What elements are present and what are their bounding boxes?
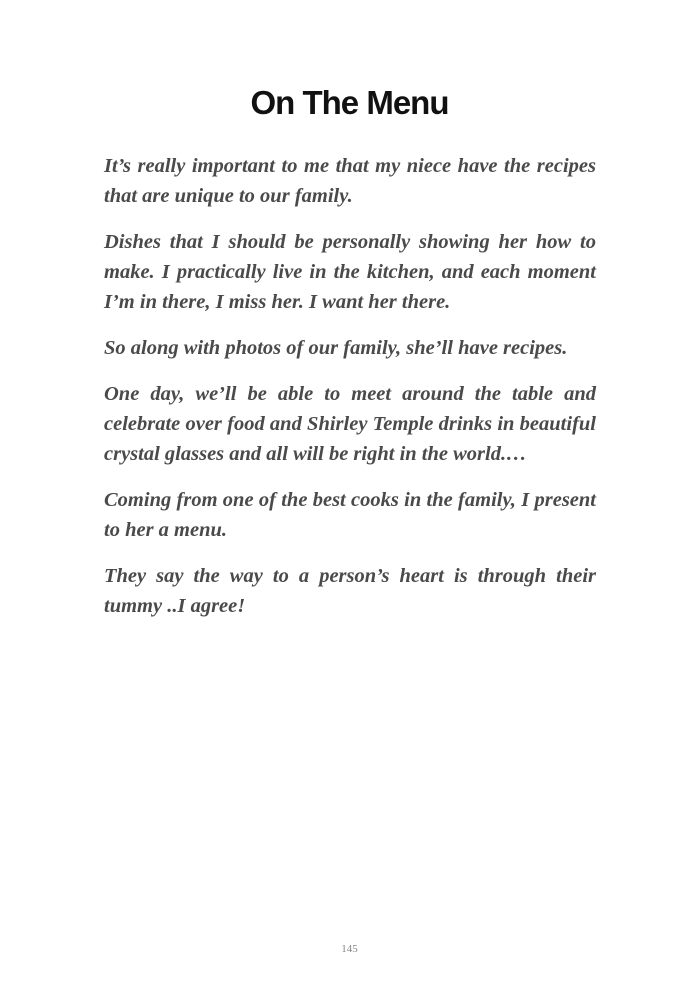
page-number: 145 <box>341 943 358 955</box>
body-text <box>104 151 596 637</box>
paragraph: Dishes that I should be personally showing her how to make. I practically live in the kitchen, and each moment I’m in there, I miss her. I want her there. <box>104 231 596 313</box>
paragraph: So along with photos of our family, she’ll have recipes. <box>104 337 568 359</box>
paragraph: One day, we’ll be able to meet around the table and celebrate over food and Shirley Temple drinks in beautiful crystal glasses and all will be right in the world.… <box>104 383 596 465</box>
paragraph: They say the way to a person’s heart is through their tummy ..I agree! <box>104 565 596 617</box>
paragraph: Coming from one of the best cooks in the family, I present to her a menu. <box>104 489 596 541</box>
paragraph: It’s really important to me that my niece have the recipes that are unique to our family. <box>104 155 596 207</box>
page-title: On The Menu <box>250 84 449 121</box>
